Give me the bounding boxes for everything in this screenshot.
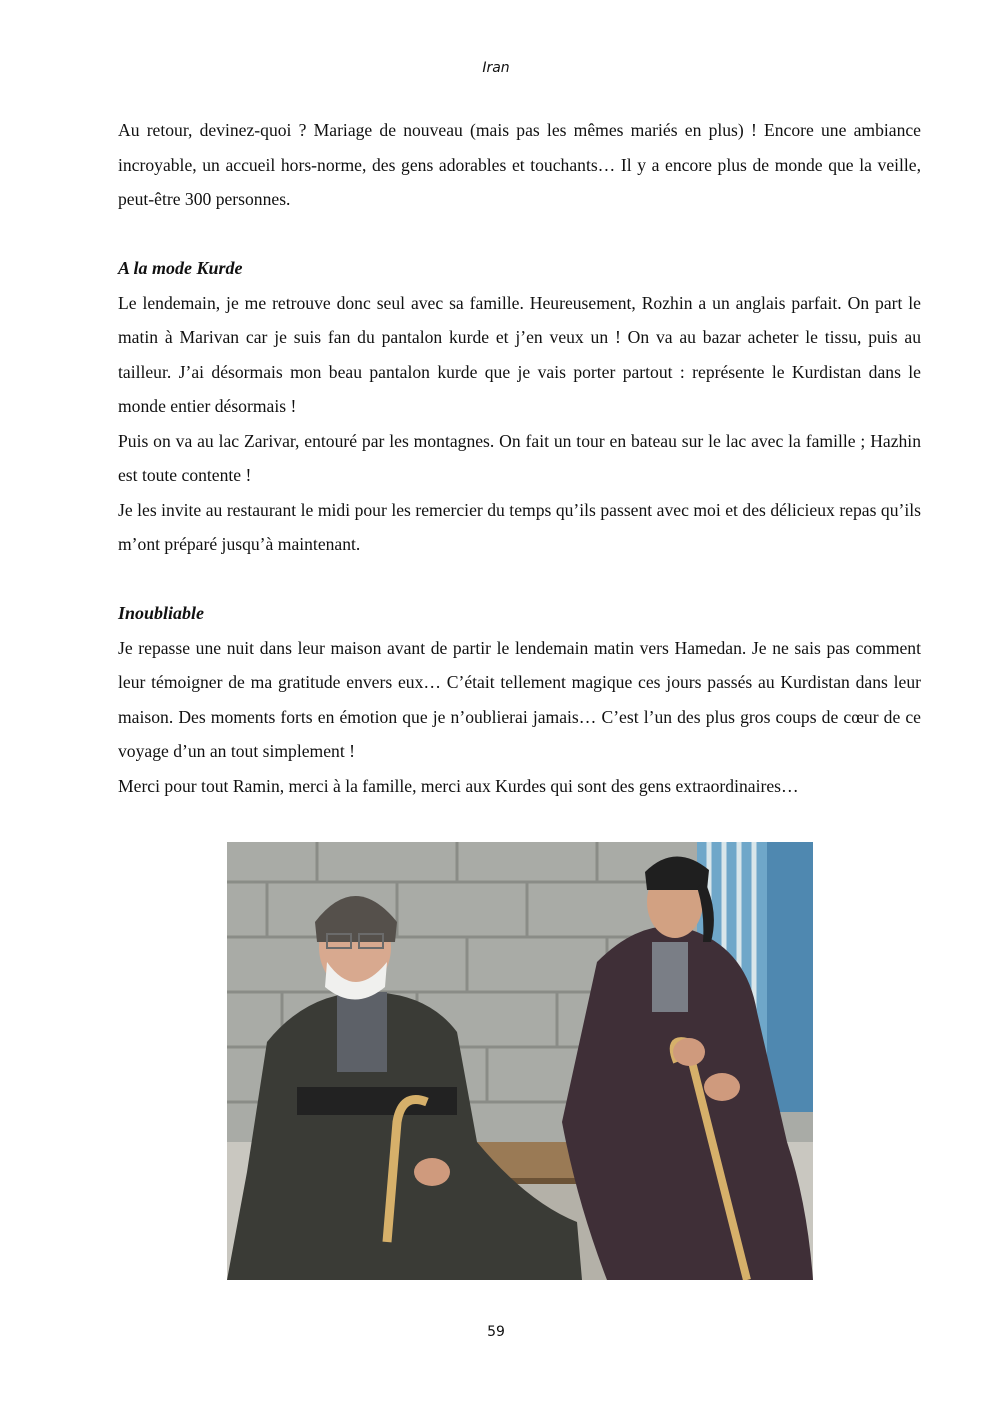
paragraph-last-night: Je repasse une nuit dans leur maison avant de partir le lendemain matin vers Hamedan. Je ne sais pas comment leur témoigner de ma gratitude envers eux… C’était tellement magique ces jours passés au Kurdistan dans leur maison. Des moments forts en émotion que je n’oublierai jamais… C’est l’un des plus gros coups de cœur de ce voyage d’un an tout simplement ! [118, 637, 921, 761]
paragraph-wedding-return: Au retour, devinez-quoi ? Mariage de nouveau (mais pas les mêmes mariés en plus) ! Encore une ambiance incroyable, un accueil hors-norme, des gens adorables et touchants… Il y a encore plus de monde que la veille, peut-être 300 personnes. [118, 120, 921, 209]
paragraph-marivan-trip: Le lendemain, je me retrouve donc seul avec sa famille. Heureusement, Rozhin a un anglais parfait. On part le matin à Marivan car je suis fan du pantalon kurde et j’en veux un ! On va au bazar acheter le tissu, puis au tailleur. J’ai désormais mon beau pantalon kurde que je vais porter partout : représente le Kurdistan dans le monde entier désormais ! [118, 292, 921, 416]
paragraph-thanks: Merci pour tout Ramin, merci à la famille, merci aux Kurdes qui sont des gens extraordinaires… [118, 775, 799, 796]
paragraph-restaurant: Je les invite au restaurant le midi pour les remercier du temps qu’ils passent avec moi et des délicieux repas qu’ils m’ont préparé jusqu’à maintenant. [118, 499, 921, 554]
paragraph-spacer [118, 217, 921, 252]
section-heading-unforgettable: Inoubliable [118, 603, 205, 623]
paragraph-spacer [118, 562, 921, 597]
page-number: 59 [487, 1324, 505, 1340]
article-body [118, 113, 921, 803]
paragraph-lake-zarivar: Puis on va au lac Zarivar, entouré par les montagnes. On fait un tour en bateau sur le lac avec la famille ; Hazhin est toute contente ! [118, 430, 921, 485]
section-heading-kurdish-fashion: A la mode Kurde [118, 258, 243, 278]
photo-two-kurdish-elders [227, 842, 813, 1280]
running-header-title: Iran [482, 60, 510, 76]
